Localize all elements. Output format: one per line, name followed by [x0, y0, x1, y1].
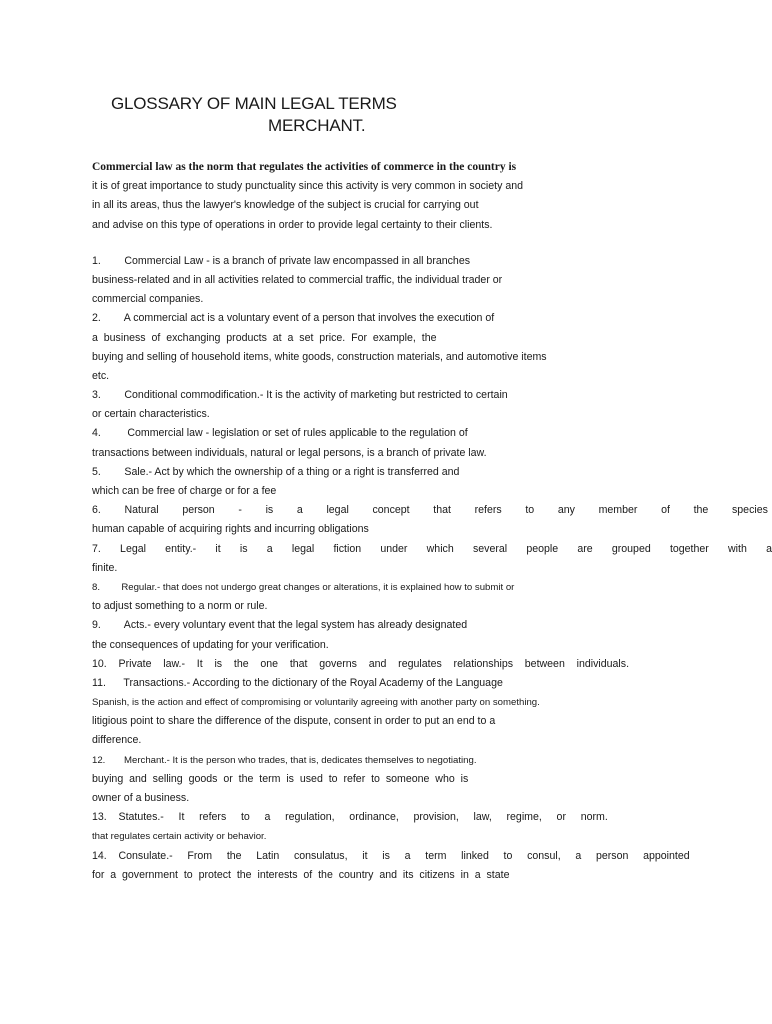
entry-line: difference.	[92, 734, 142, 747]
entry-line: etc.	[92, 369, 110, 382]
entry-line: 4. Commercial law - legislation or set of rules applicable to the regulation of	[92, 427, 468, 440]
justified-word: is	[239, 542, 248, 555]
intro-lead: Commercial law as the norm that regulates the activities of commerce in the country is	[92, 161, 517, 173]
document-title: GLOSSARY OF MAIN LEGAL TERMS	[111, 94, 397, 113]
entry-line: 1. Commercial Law - is a branch of private law encompassed in all branches	[92, 254, 471, 267]
justified-word: several	[472, 542, 508, 555]
entry-line: business-related and in all activities related to commercial traffic, the individual trader or	[92, 273, 503, 286]
entry-line: 2. A commercial act is a voluntary event of a person that involves the execution of	[92, 312, 495, 325]
entry-line: 13. Statutes.- It refers to a regulation, ordinance, provision, law, regime, or norm.	[92, 811, 608, 824]
justified-word: person	[182, 504, 215, 517]
intro-line: it is of great importance to study punctuality since this activity is very common in society and	[92, 180, 523, 193]
entry-line: 12. Merchant.- It is the person who trades, that is, dedicates themselves to negotiating.	[92, 754, 477, 766]
entry-line: 11. Transactions.- According to the dictionary of the Royal Academy of the Language	[92, 676, 503, 689]
entry-line: owner of a business.	[92, 792, 190, 804]
entry-line: 9. Acts.- every voluntary event that the legal system has already designated	[92, 619, 468, 632]
justified-word: a	[266, 542, 273, 555]
entry-line: finite.	[92, 561, 118, 574]
justified-word: is	[265, 504, 274, 517]
spacer	[92, 235, 768, 252]
intro-line: and advise on this type of operations in order to provide legal certainty to their clients.	[92, 218, 493, 231]
justified-word: concept	[372, 504, 410, 517]
justified-word: any	[557, 504, 575, 517]
entry-line: transactions between individuals, natural or legal persons, is a branch of private law.	[92, 446, 487, 459]
justified-word: species	[731, 504, 768, 517]
justified-word: a	[766, 542, 772, 555]
justified-word: 6.	[92, 504, 101, 517]
justified-word: are	[577, 542, 593, 555]
justified-word: Legal	[120, 542, 146, 555]
justified-word: the	[693, 504, 709, 517]
justified-word: people	[526, 542, 559, 555]
justified-word: legal	[326, 504, 349, 517]
document-subtitle: MERCHANT.	[268, 116, 366, 135]
entry-line: 10. Private law.- It is the one that governs and regulates relationships between individuals.	[92, 657, 630, 670]
justified-word: which	[426, 542, 454, 555]
entry-line: human capable of acquiring rights and incurring obligations	[92, 523, 369, 536]
justified-word: legal	[291, 542, 315, 555]
entry-line: for a government to protect the interests of the country and its citizens in a state	[92, 868, 510, 881]
justified-word: to	[525, 504, 535, 517]
justified-word: refers	[474, 504, 502, 517]
justified-word: -	[238, 504, 242, 517]
entry-line: to adjust something to a norm or rule.	[92, 600, 268, 613]
entry-line: a business of exchanging products at a set price. For example, the	[92, 331, 437, 344]
justified-word: with	[728, 542, 747, 555]
entry-7-justified-line	[92, 540, 772, 559]
justified-word: of	[661, 504, 670, 517]
entry-line: Spanish, is the action and effect of compromising or voluntarily agreeing with another party on something.	[92, 697, 540, 709]
entry-line: buying and selling goods or the term is used to refer to someone who is	[92, 772, 469, 785]
justified-word: under	[380, 542, 408, 555]
document-body	[92, 158, 772, 885]
entry-line: 3. Conditional commodification.- It is the activity of marketing but restricted to certain	[92, 389, 508, 402]
justified-word: it	[215, 542, 221, 555]
justified-word: that	[433, 504, 451, 517]
entry-line: 8. Regular.- that does not undergo great changes or alterations, it is explained how to submit or	[92, 581, 515, 593]
entry-line: litigious point to share the difference of the dispute, consent in order to put an end to a	[92, 715, 496, 728]
entry-line: or certain characteristics.	[92, 408, 210, 421]
intro-line: in all its areas, thus the lawyer's knowledge of the subject is crucial for carrying out	[92, 199, 479, 212]
justified-word: grouped	[611, 542, 651, 555]
entry-line: 5. Sale.- Act by which the ownership of a thing or a right is transferred and	[92, 465, 460, 478]
justified-word: a	[296, 504, 303, 517]
entry-line: 14. Consulate.- From the Latin consulatus, it is a term linked to consul, a person appointed	[92, 849, 690, 862]
justified-word: fiction	[333, 542, 362, 555]
justified-word: entity.-	[165, 542, 197, 555]
entry-line: that regulates certain activity or behavior.	[92, 831, 267, 843]
entry-line: commercial companies.	[92, 293, 204, 306]
entry-line: which can be free of charge or for a fee	[92, 485, 277, 497]
justified-word: 7.	[92, 542, 101, 555]
justified-word: member	[598, 504, 638, 517]
justified-word: together	[669, 542, 709, 555]
entry-line: buying and selling of household items, white goods, construction materials, and automotive items	[92, 350, 547, 363]
entry-6-justified-line	[92, 501, 768, 520]
entry-line: the consequences of updating for your verification.	[92, 638, 329, 651]
justified-word: Natural	[124, 504, 159, 517]
